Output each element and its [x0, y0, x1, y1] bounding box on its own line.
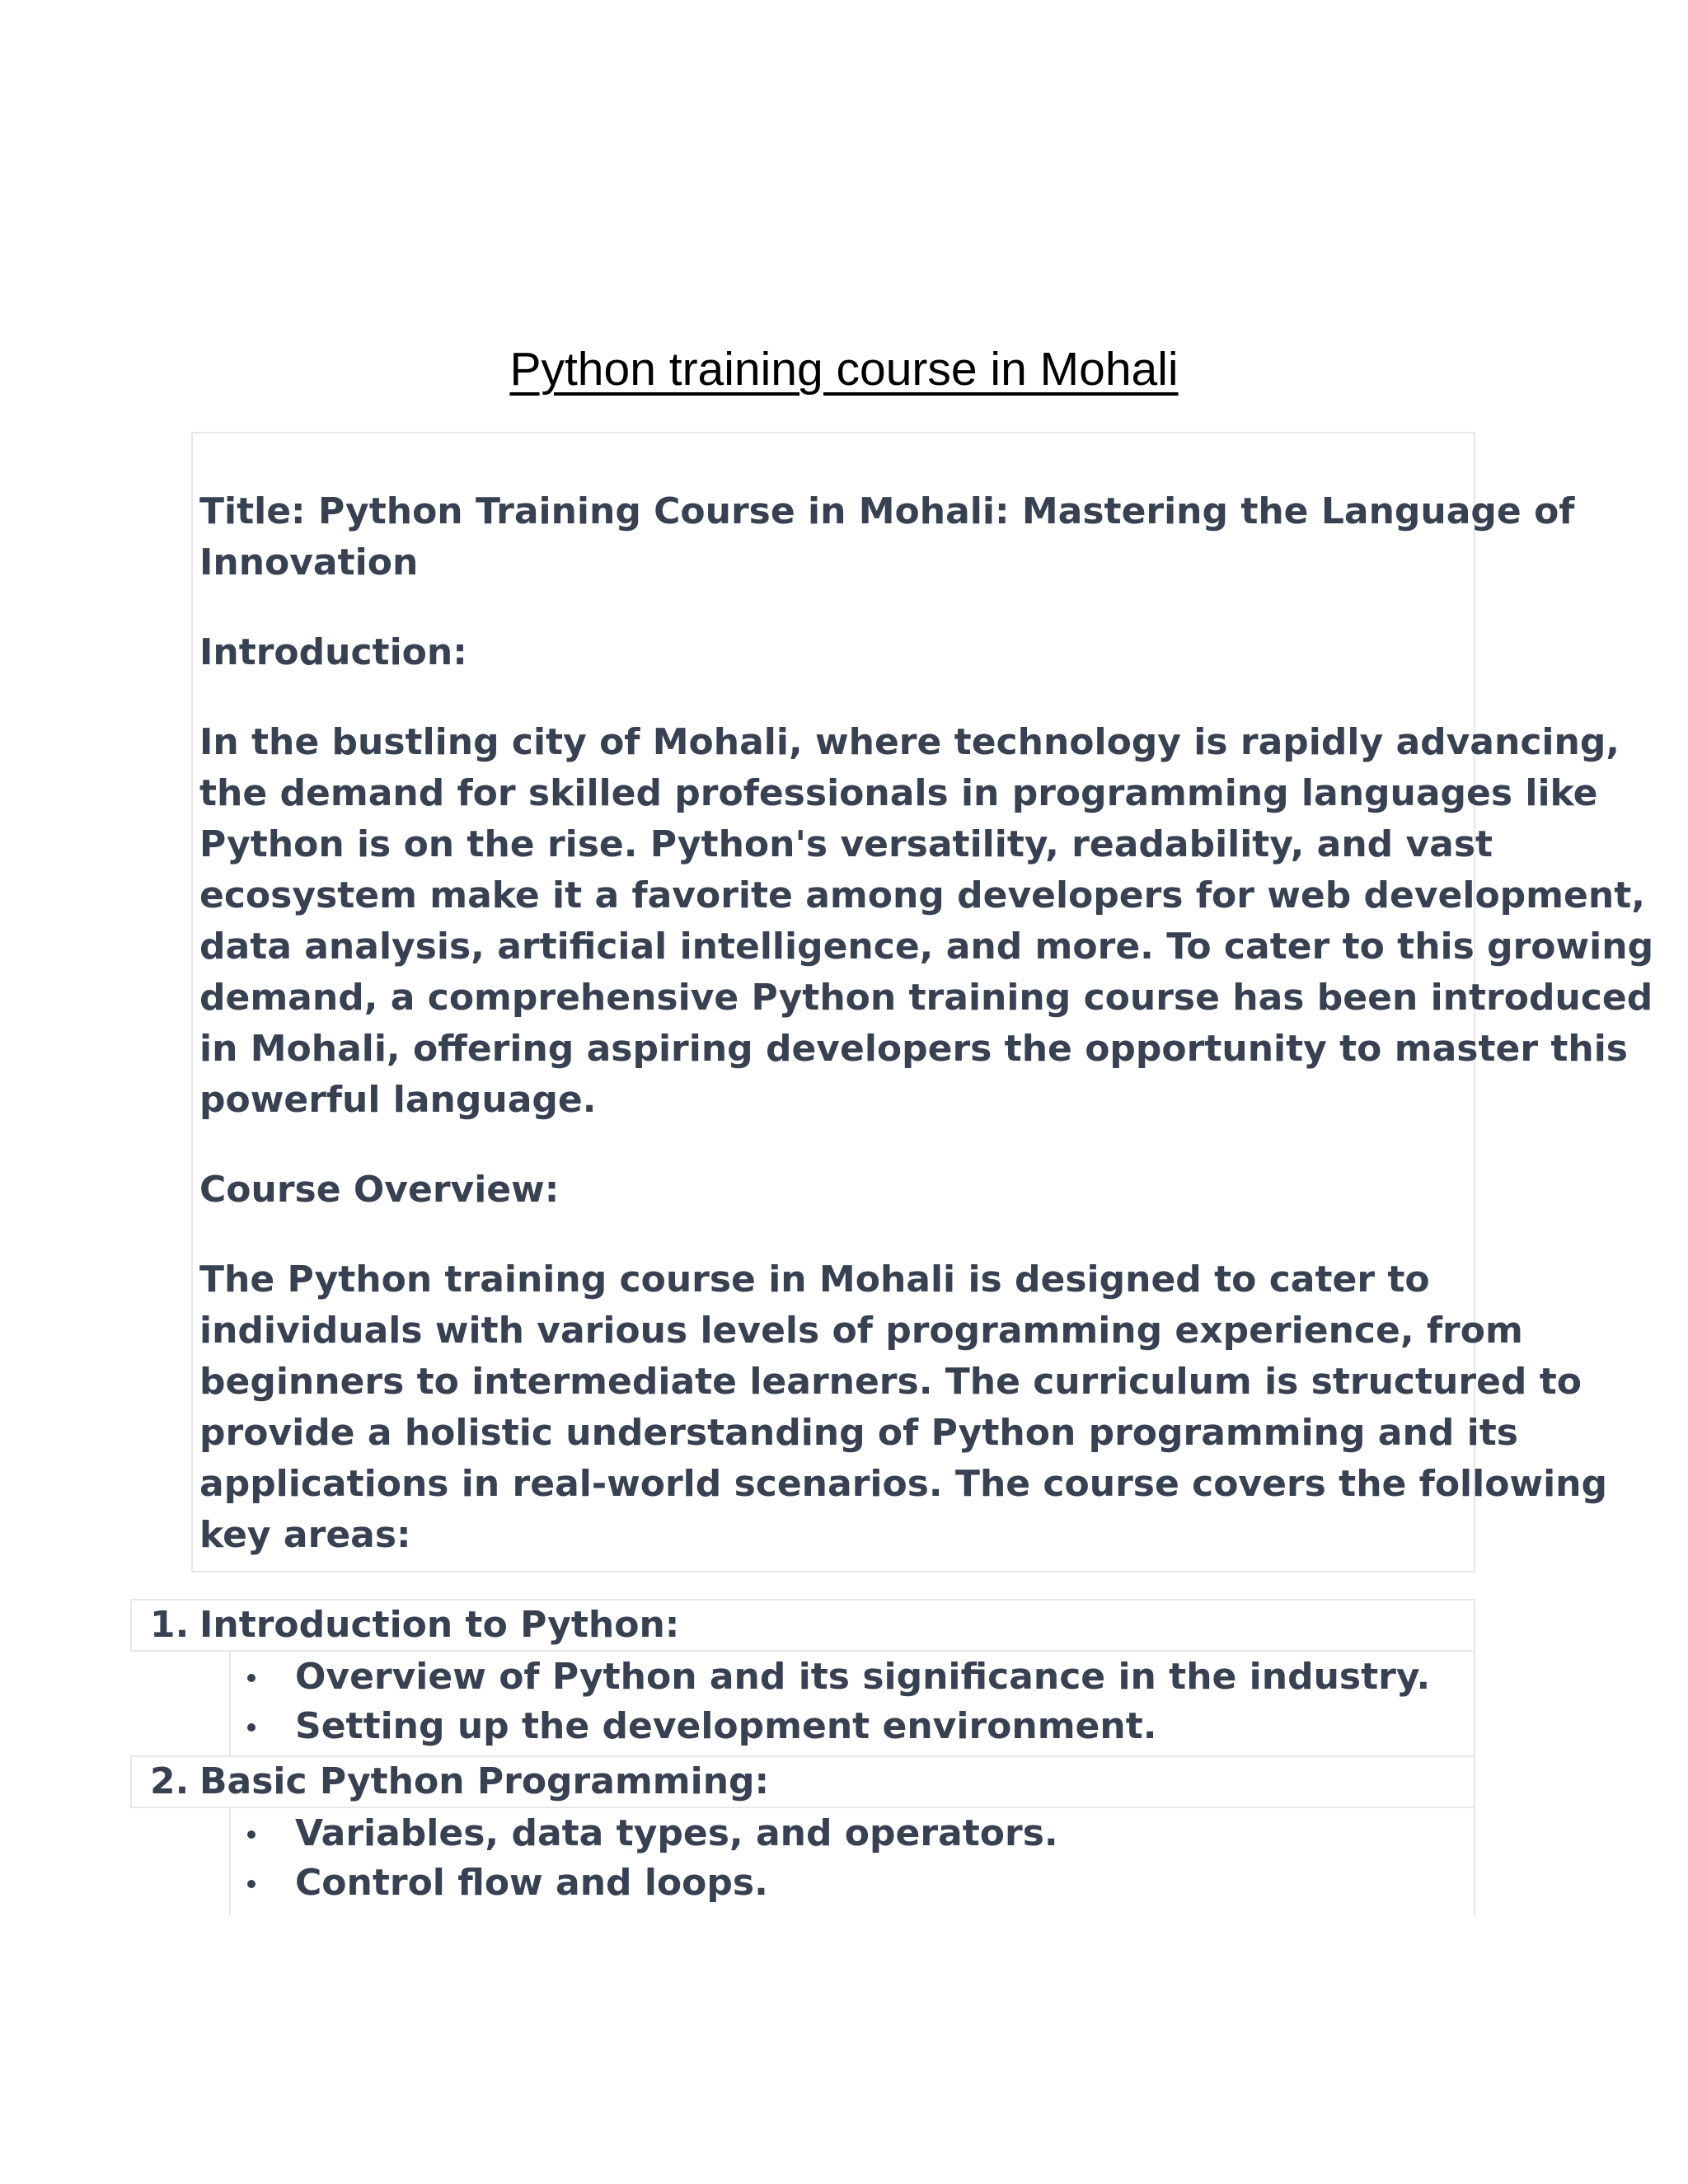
intro-line: in Mohali, offering aspiring developers the opportunity to master this	[199, 1028, 1628, 1070]
module-number: 2.	[150, 1760, 190, 1802]
bullet-icon	[247, 1830, 256, 1839]
list-item-text: Setting up the development environment.	[295, 1705, 1157, 1747]
intro-paragraph	[199, 717, 1654, 1126]
content-box	[191, 432, 1654, 1572]
module-item	[130, 1755, 1475, 1808]
bullet-icon	[247, 1674, 256, 1682]
overview-paragraph	[199, 1254, 1607, 1561]
article-title	[199, 486, 1575, 588]
list-item-text: Variables, data types, and operators.	[295, 1812, 1058, 1854]
overview-line: key areas:	[199, 1514, 411, 1556]
module-item	[130, 1599, 1475, 1652]
bullet-icon	[247, 1723, 256, 1732]
module-title: Basic Python Programming:	[199, 1760, 770, 1802]
intro-line: In the bustling city of Mohali, where technology is rapidly advancing,	[199, 721, 1620, 763]
intro-line: the demand for skilled professionals in programming languages like	[199, 772, 1598, 814]
content-body	[199, 486, 1654, 1561]
overview-line: beginners to intermediate learners. The curriculum is structured to	[199, 1361, 1582, 1403]
module-title: Introduction to Python:	[199, 1604, 680, 1646]
module-subitems	[229, 1652, 1475, 1755]
intro-line: data analysis, artificial intelligence, and more. To cater to this growing	[199, 926, 1654, 968]
overview-heading: Course Overview:	[199, 1169, 560, 1211]
overview-line: The Python training course in Mohali is designed to cater to	[199, 1258, 1430, 1301]
list-item-text: Overview of Python and its significance in the industry.	[295, 1656, 1431, 1698]
intro-line: demand, a comprehensive Python training course has been introduced	[199, 977, 1653, 1019]
intro-line: ecosystem make it a favorite among developers for web development,	[199, 874, 1645, 916]
intro-heading: Introduction:	[199, 631, 467, 673]
list-item-text: Control flow and loops.	[295, 1862, 768, 1904]
intro-line: Python is on the rise. Python's versatility, readability, and vast	[199, 823, 1493, 865]
intro-line: powerful language.	[199, 1079, 597, 1121]
page-title: Python training course in Mohali	[509, 343, 1179, 396]
article-title-line: Title: Python Training Course in Mohali: Mastering the Language of	[199, 490, 1575, 532]
module-subitems	[229, 1808, 1475, 1915]
overview-line: provide a holistic understanding of Python programming and its	[199, 1412, 1518, 1454]
bullet-icon	[247, 1880, 256, 1888]
overview-line: individuals with various levels of programming experience, from	[199, 1310, 1523, 1352]
overview-line: applications in real-world scenarios. The course covers the following	[199, 1463, 1607, 1505]
module-number: 1.	[150, 1604, 190, 1646]
article-title-line: Innovation	[199, 541, 419, 583]
